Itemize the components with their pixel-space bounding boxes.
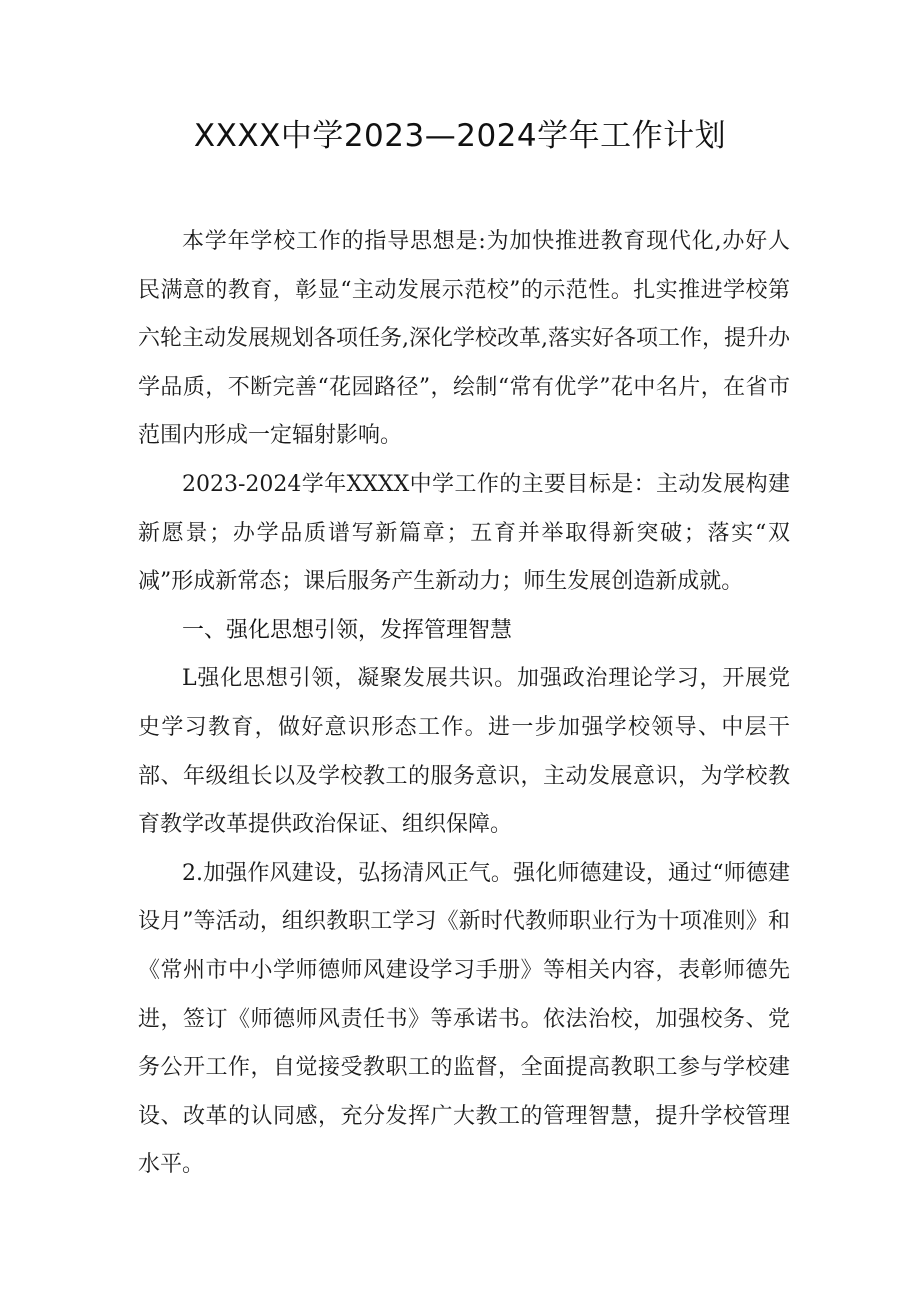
paragraph-main-goals: 2023-2024学年XXXX中学工作的主要目标是：主动发展构建新愿景；办学品质谱写新篇章；五育并举取得新突破；落实“双减”形成新常态；课后服务产生新动力；师生发展创造新成就。 bbox=[138, 471, 790, 595]
section-item-2: 2.加强作风建设，弘扬清风正气。强化师德建设，通过“师德建设月”等活动，组织教职工学习《新时代教师职业行为十项准则》和《常州市中小学师德师风建设学习手册》等相关内容，表彰师德先进，签订《师德师风责任书》等承诺书。依法治校，加强校务、党务公开工作，自觉接受教职工的监督，全面提高教职工参与学校建设、改革的认同感，充分发挥广大教工的管理智慧，提升学校管理水平。 bbox=[138, 860, 790, 1178]
paragraph-guiding-thought: 本学年学校工作的指导思想是:为加快推进教育现代化,办好人民满意的教育，彰显“主动发展示范校”的示范性。扎实推进学校第六轮主动发展规划各项任务,深化学校改革,落实好各项工作，提升办学品质，不断完善“花园路径”，绘制“常有优学”花中名片，在省市范围内形成一定辐射影响。 bbox=[138, 229, 790, 449]
section-item-1: L强化思想引领，凝聚发展共识。加强政治理论学习，开展党史学习教育，做好意识形态工作。进一步加强学校领导、中层干部、年级组长以及学校教工的服务意识，主动发展意识，为学校教育教学改革提供政治保证、组织保障。 bbox=[138, 666, 790, 838]
document-body bbox=[138, 218, 790, 1190]
document-title: XXXX中学2023—2024学年工作计划 bbox=[193, 118, 727, 154]
section-heading: 一、强化思想引领，发挥管理智慧 bbox=[182, 617, 513, 643]
